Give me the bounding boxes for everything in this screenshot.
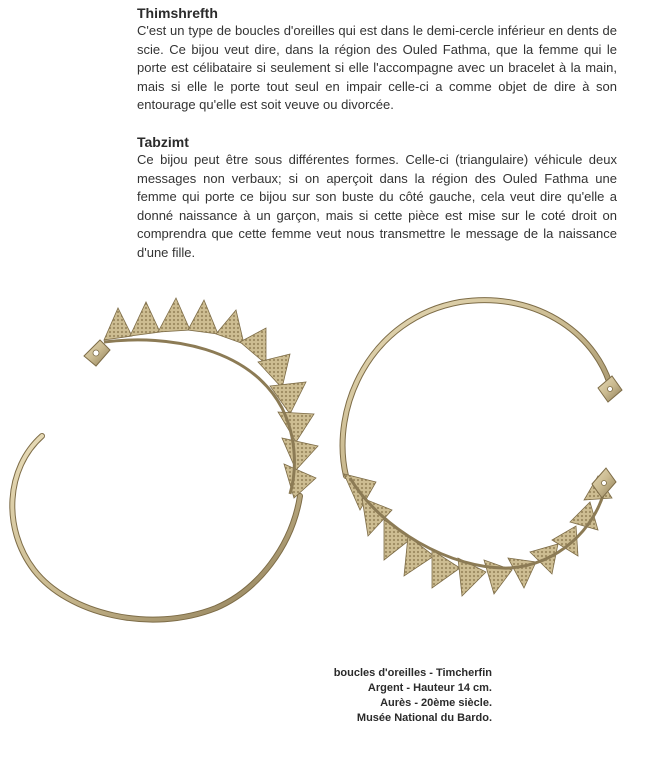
- sawtooth-band: [344, 474, 612, 596]
- caption-line: Argent - Hauteur 14 cm.: [367, 682, 492, 694]
- caption-line: boucles d'oreilles - Timcherfin: [333, 667, 492, 679]
- section-heading: Thimshrefth: [137, 5, 218, 21]
- right-earring: [343, 300, 622, 596]
- section-tabzimt: [137, 133, 617, 262]
- caption-line: Musée National du Bardo.: [356, 712, 492, 724]
- section-thimshrefth: [137, 4, 617, 115]
- section-paragraph: Ce bijou peut être sous différentes formes. Celle-ci (triangulaire) véhicule deux messages non verbaux; si on aperçoit dans la région des Ouled Fathma une femme qui porte ce bijou sur son buste du côté gauche, cela veut dire qu'elle a donné naissance à un garçon, mais si cette pièce est mise sur le coté droit on comprendra que cette femme veut nous transmettre le message de la naissance d'une fille.: [137, 152, 617, 260]
- caption-line: Aurès - 20ème siècle.: [380, 697, 492, 709]
- sawtooth-band: [104, 298, 318, 498]
- section-heading: Tabzimt: [137, 134, 189, 150]
- left-earring: [12, 298, 318, 620]
- photo-caption: [300, 666, 492, 726]
- section-paragraph: C'est un type de boucles d'oreilles qui est dans le demi-cercle inférieur en dents de scie. Ce bijou veut dire, dans la région des Ouled Fathma, que la femme qui le porte est célibataire si seulement si elle l'accompagne avec un bracelet à la main, mais si elle le porte tout seul en impair celle-ci a comme objet de dire à son entourage qu'elle est soit veuve ou divorcée.: [137, 23, 617, 112]
- earrings-photo: [0, 278, 654, 658]
